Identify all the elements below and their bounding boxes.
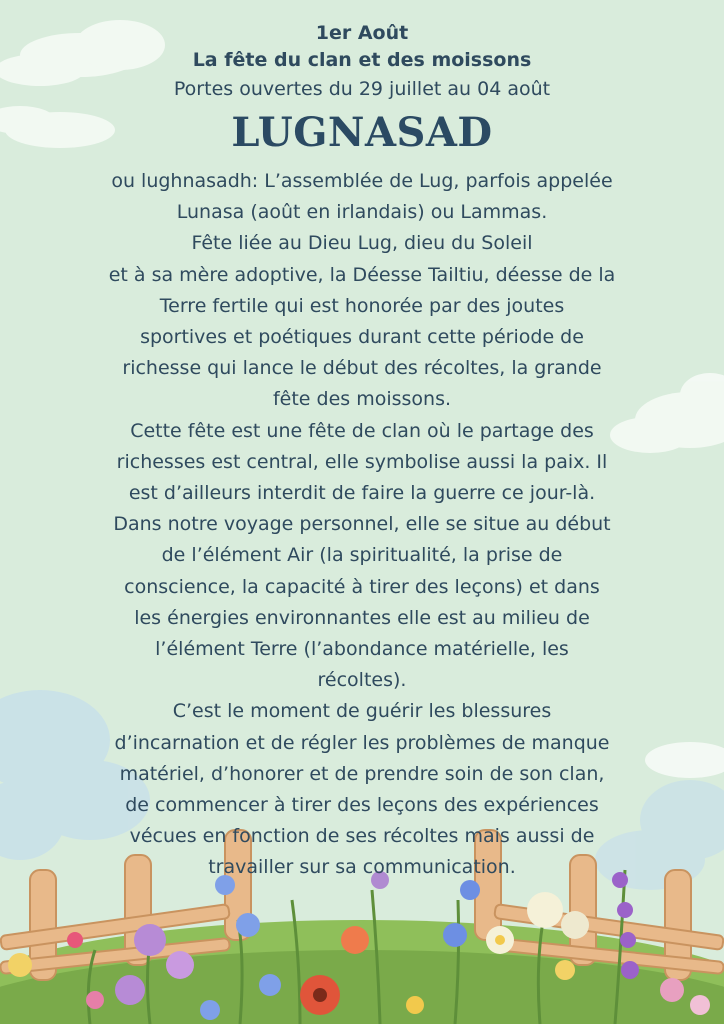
- body-line: ou lughnasadh: L’assemblée de Lug, parfois appelée: [111, 170, 613, 192]
- body-line: de l’élément Air (la spiritualité, la prise de: [161, 544, 563, 567]
- body-line: d’incarnation et de régler les problèmes de manque: [114, 731, 610, 754]
- body-line: vécues en fonction de ses récoltes mais aussi de: [129, 825, 595, 848]
- body-line: richesse qui lance le début des récoltes, la grande: [122, 357, 602, 380]
- page-title: LUGNASAD: [231, 109, 493, 156]
- body-line: et à sa mère adoptive, la Déesse Tailtiu, déesse de la: [108, 263, 616, 286]
- body-line: Fête liée au Dieu Lug, dieu du Soleil: [191, 232, 533, 255]
- body-line: travailler sur sa communication.: [208, 856, 516, 879]
- body-line: conscience, la capacité à tirer des leçons) et dans: [124, 575, 600, 598]
- body-line: Terre fertile qui est honorée par des joutes: [159, 294, 565, 317]
- body-line: fête des moissons.: [272, 388, 452, 411]
- body-text: [52, 166, 672, 884]
- open-days: Portes ouvertes du 29 juillet au 04 août: [173, 78, 551, 100]
- body-line: récoltes).: [317, 669, 407, 692]
- body-line: l’élément Terre (l’abondance matérielle, les: [155, 638, 569, 661]
- body-line: matériel, d’honorer et de prendre soin de son clan,: [119, 762, 605, 785]
- poster-content: [0, 20, 724, 884]
- body-line: sportives et poétiques durant cette période de: [140, 326, 584, 349]
- body-line: Dans notre voyage personnel, elle se situe au début: [113, 513, 611, 536]
- event-date: 1er Août: [315, 22, 409, 44]
- body-line: est d’ailleurs interdit de faire la guerre ce jour-là.: [128, 482, 596, 505]
- body-line: richesses est central, elle symbolise aussi la paix. Il: [116, 450, 608, 473]
- body-line: Cette fête est une fête de clan où le partage des: [130, 419, 594, 442]
- event-subtitle: La fête du clan et des moissons: [192, 49, 532, 71]
- body-line: Lunasa (août en irlandais) ou Lammas.: [176, 201, 548, 224]
- body-line: les énergies environnantes elle est au milieu de: [134, 606, 590, 629]
- body-line: C’est le moment de guérir les blessures: [172, 700, 552, 723]
- body-line: de commencer à tirer des leçons des expériences: [125, 794, 599, 817]
